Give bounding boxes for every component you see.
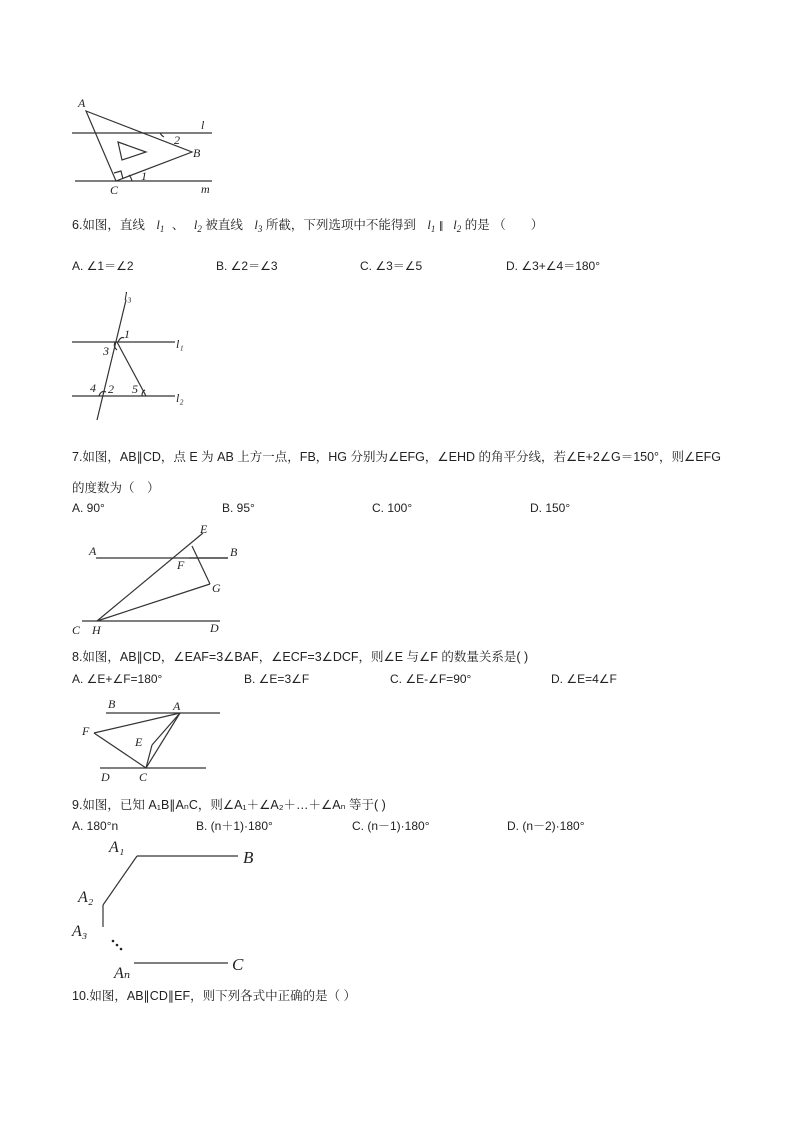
label-F: F	[82, 724, 90, 738]
q9-option-a[interactable]: A. 180°n	[72, 819, 119, 833]
label-F: F	[177, 558, 185, 572]
label-2: 2	[108, 382, 114, 396]
q6-l3-base: l	[254, 218, 258, 232]
label-D: D	[101, 770, 110, 784]
q6-rest: 所截，下列选项中不能得到	[265, 218, 416, 232]
label-4: 4	[90, 381, 96, 395]
q6-l1-base: l	[156, 218, 160, 232]
label-E: E	[200, 522, 208, 536]
label-l: l	[201, 118, 205, 132]
label-C: C	[232, 955, 244, 974]
q6-intro: 6.如图，直线	[72, 218, 145, 232]
q6-l1-sub: 1	[159, 224, 165, 234]
q6-option-d[interactable]: D. ∠3+∠4＝180°	[506, 259, 601, 273]
q6-l3-sub: 3	[257, 224, 263, 234]
label-1: 1	[124, 327, 130, 341]
label-l2: l₂	[176, 391, 184, 405]
q8-option-c[interactable]: C. ∠E-∠F=90°	[390, 672, 472, 686]
label-l3: l₃	[124, 289, 132, 303]
q6-l2b-sub: 2	[456, 224, 462, 234]
label-2: 2	[174, 133, 180, 147]
label-A1: A₁	[109, 839, 125, 856]
question-10: 10.如图，AB∥CD∥EF，则下列各式中正确的是（ ）	[72, 989, 357, 1003]
label-5: 5	[132, 382, 138, 396]
q6-option-a[interactable]: A. ∠1＝∠2	[72, 259, 134, 273]
q8-option-a[interactable]: A. ∠E+∠F=180°	[72, 672, 163, 686]
q6-l2b-base: l	[453, 218, 457, 232]
label-A: A	[173, 699, 181, 713]
label-m: m	[201, 182, 210, 196]
label-D: D	[210, 621, 219, 635]
q9-option-c[interactable]: C. (n－1)·180°	[352, 819, 430, 833]
question-7-line2: 的度数为（ ）	[72, 481, 160, 495]
label-3: 3	[103, 344, 109, 358]
label-B: B	[243, 848, 254, 867]
q7-option-d[interactable]: D. 150°	[530, 501, 571, 515]
q6-l1b-base: l	[427, 218, 431, 232]
question-8: 8.如图，AB∥CD，∠EAF=3∠BAF，∠ECF=3∠DCF，则∠E 与∠F 的数量关系是( )	[72, 650, 529, 664]
q7-option-b[interactable]: B. 95°	[222, 501, 255, 515]
q6-option-b[interactable]: B. ∠2＝∠3	[216, 259, 278, 273]
dot-1	[112, 940, 115, 943]
label-An: Aₙ	[114, 965, 131, 982]
label-C: C	[139, 770, 148, 784]
q6-l2-sub: 2	[197, 224, 202, 234]
label-C: C	[72, 623, 81, 637]
q6-option-c[interactable]: C. ∠3＝∠5	[360, 259, 423, 273]
q6-end: 的是 （ ）	[464, 218, 544, 232]
label-A3: A₃	[72, 923, 88, 940]
q6-parallel: ∥	[438, 221, 444, 232]
label-G: G	[212, 581, 221, 595]
q8-option-b[interactable]: B. ∠E=3∠F	[244, 672, 310, 686]
dot-2	[116, 944, 119, 947]
q6-mid: 被直线	[205, 218, 243, 232]
label-B: B	[108, 697, 116, 711]
q6-l2-base: l	[193, 218, 198, 232]
segment-a1a2	[103, 856, 137, 905]
q9-option-d[interactable]: D. (n－2)·180°	[507, 819, 585, 833]
q6-l1b-sub: 1	[430, 224, 436, 234]
label-B: B	[230, 545, 238, 559]
question-9: 9.如图，已知 A₁B∥AₙC，则∠A₁＋∠A₂＋…＋∠Aₙ 等于( )	[72, 798, 386, 812]
label-A: A	[89, 544, 97, 558]
label-C: C	[110, 183, 119, 197]
dot-3	[120, 948, 123, 951]
q7-option-c[interactable]: C. 100°	[372, 501, 413, 515]
label-l1: l₁	[176, 337, 184, 351]
label-A: A	[78, 96, 86, 110]
q6-sep: 、	[171, 218, 185, 232]
label-H: H	[92, 623, 101, 637]
label-A2: A₂	[78, 889, 94, 906]
question-7-line1: 7.如图，AB∥CD，点 E 为 AB 上方一点，FB，HG 分别为∠EFG，∠EHD 的角平分线，若∠E+2∠G＝150°，则∠EFG	[72, 450, 721, 464]
q8-option-d[interactable]: D. ∠E=4∠F	[551, 672, 617, 686]
label-B: B	[193, 146, 201, 160]
label-E: E	[135, 735, 143, 749]
label-1: 1	[141, 169, 147, 183]
q7-option-a[interactable]: A. 90°	[72, 501, 105, 515]
q9-option-b[interactable]: B. (n＋1)·180°	[196, 819, 273, 833]
